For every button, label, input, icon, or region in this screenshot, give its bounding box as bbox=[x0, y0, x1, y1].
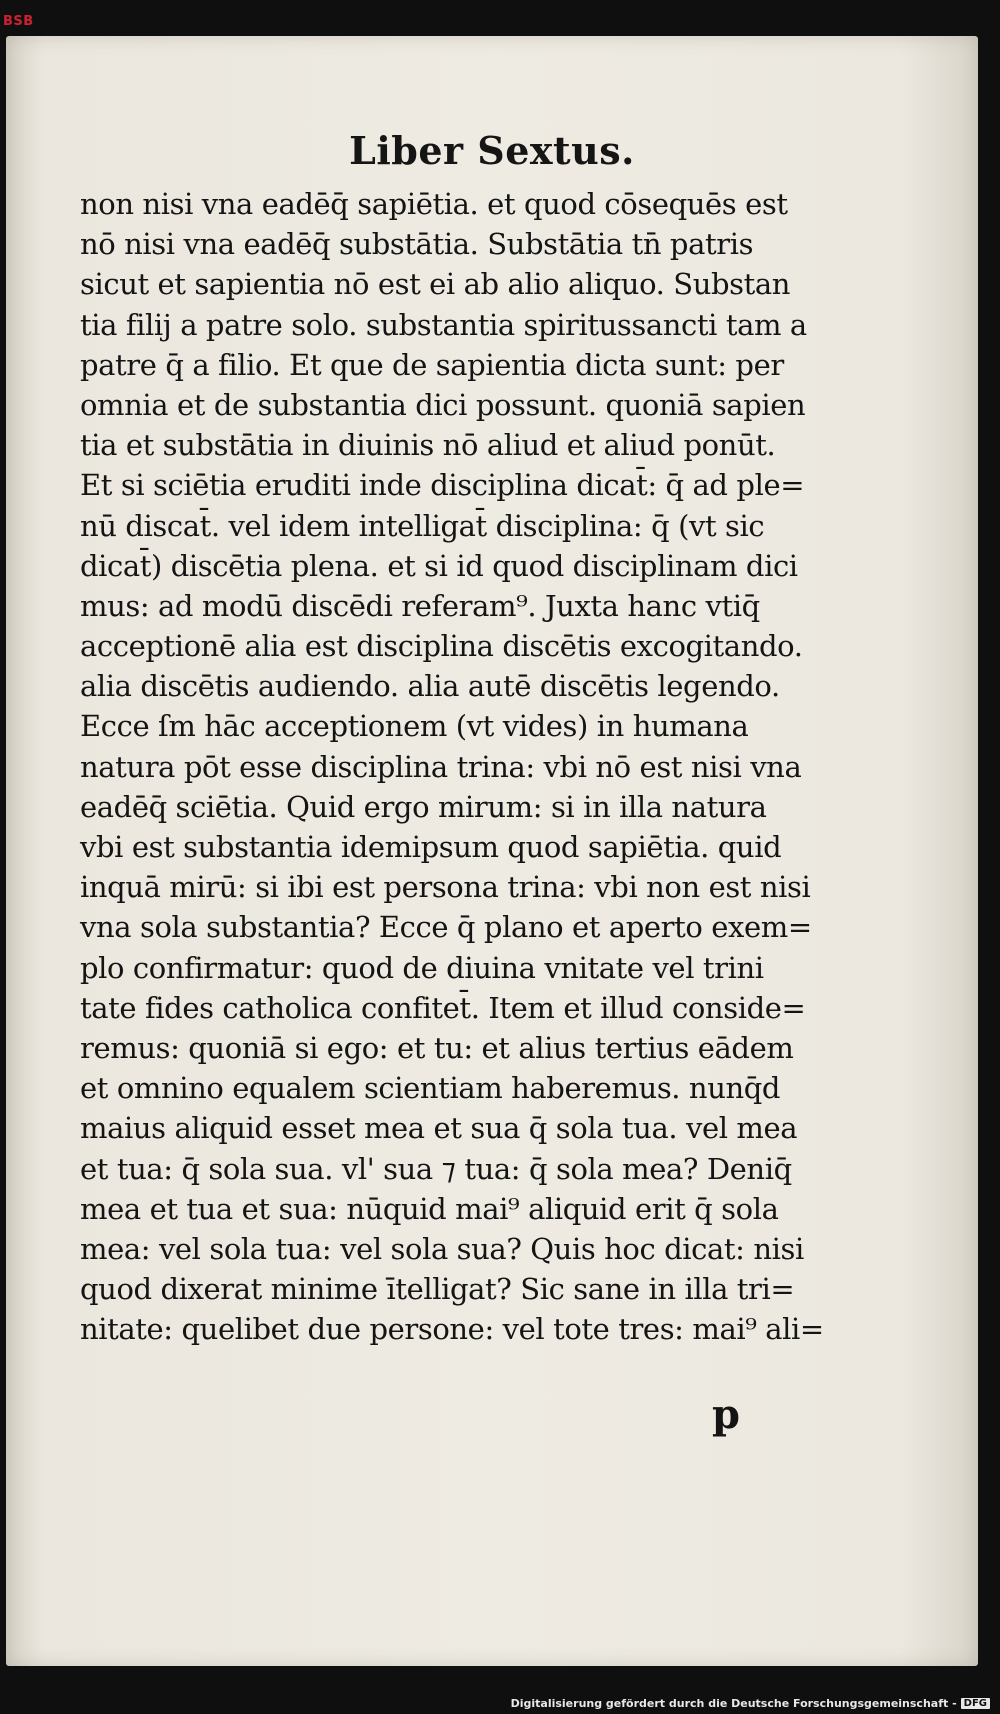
text-line: patre q̄ a filio. Et que de sapientia dicta sunt: per bbox=[80, 347, 784, 382]
text-line: alia discētis audiendo. alia autē discētis legendo. bbox=[80, 669, 780, 704]
text-line: vbi est substantia idemipsum quod sapiētia. quid bbox=[80, 830, 782, 864]
body-text bbox=[80, 184, 870, 1349]
text-line: vna sola substantia? Ecce q̄ plano et aperto exem= bbox=[80, 910, 812, 945]
text-line: nitate: quelibet due persone: vel tote tres: mai⁹ ali= bbox=[80, 1312, 824, 1347]
text-line: acceptionē alia est disciplina discētis excogitando. bbox=[80, 629, 803, 664]
bsb-logo: BSB bbox=[3, 14, 34, 29]
text-line: maius aliquid esset mea et sua q̄ sola tua. vel mea bbox=[80, 1111, 798, 1146]
book-page bbox=[6, 36, 978, 1666]
text-line: natura pōt esse disciplina trina: vbi nō est nisi vna bbox=[80, 749, 802, 784]
dfg-logo: DFG bbox=[961, 1698, 990, 1709]
text-line: nū discat̄. vel idem intelligat̄ disciplina: q̄ (vt sic bbox=[80, 508, 765, 543]
footer-text: Digitalisierung gefördert durch die Deutsche Forschungsgemeinschaft - bbox=[510, 1697, 957, 1710]
text-line: et omnino equalem scientiam haberemus. nunq̄d bbox=[80, 1071, 781, 1106]
text-line: tate fides catholica confitet̄. Item et illud conside= bbox=[80, 990, 806, 1025]
text-line: tia filij a patre solo. substantia spiritussancti tam a bbox=[80, 307, 807, 342]
text-line: remus: quoniā si ego: et tu: et alius tertius eādem bbox=[80, 1030, 794, 1065]
text-line: quod dixerat minime ītelligat? Sic sane in illa tri= bbox=[80, 1272, 795, 1307]
footer bbox=[511, 1697, 990, 1710]
text-line: eadēq̄ sciētia. Quid ergo mirum: si in illa natura bbox=[80, 789, 767, 824]
text-line: tia et substātia in diuinis nō aliud et aliud ponūt. bbox=[80, 428, 776, 463]
text-line: non nisi vna eadēq̄ sapiētia. et quod cōsequēs est bbox=[80, 187, 788, 221]
text-line: sicut et sapientia nō est ei ab alio aliquo. Substan bbox=[80, 267, 791, 302]
text-line: mus: ad modū discēdi referam⁹. Juxta hanc vtiq̄ bbox=[80, 588, 760, 623]
text-line: inquā mirū: si ibi est persona trina: vbi non est nisi bbox=[80, 870, 811, 905]
text-line: Ecce ſm hāc acceptionem (vt vides) in humana bbox=[80, 709, 749, 744]
text-line: mea: vel sola tua: vel sola sua? Quis hoc dicat: nisi bbox=[80, 1231, 804, 1266]
text-line: et tua: q̄ sola sua. vl' sua ⁊ tua: q̄ sola mea? Deniq̄ bbox=[80, 1151, 792, 1186]
page-heading: Liber Sextus. bbox=[349, 128, 635, 173]
text-line: mea et tua et sua: nūquid mai⁹ aliquid erit q̄ sola bbox=[80, 1191, 779, 1226]
text-line: dicat̄) discētia plena. et si id quod disciplinam dici bbox=[80, 548, 798, 583]
text-line: nō nisi vna eadēq̄ substātia. Substātia tn̄ patris bbox=[80, 227, 754, 262]
text-line: omnia et de substantia dici possunt. quoniā sapien bbox=[80, 387, 806, 422]
text-line: Et si sciētia eruditi inde disciplina dicat̄: q̄ ad ple= bbox=[80, 468, 805, 503]
text-line: plo confirmatur: quod de diuina vnitate vel trini bbox=[80, 950, 764, 985]
catchword: p bbox=[712, 1391, 740, 1438]
